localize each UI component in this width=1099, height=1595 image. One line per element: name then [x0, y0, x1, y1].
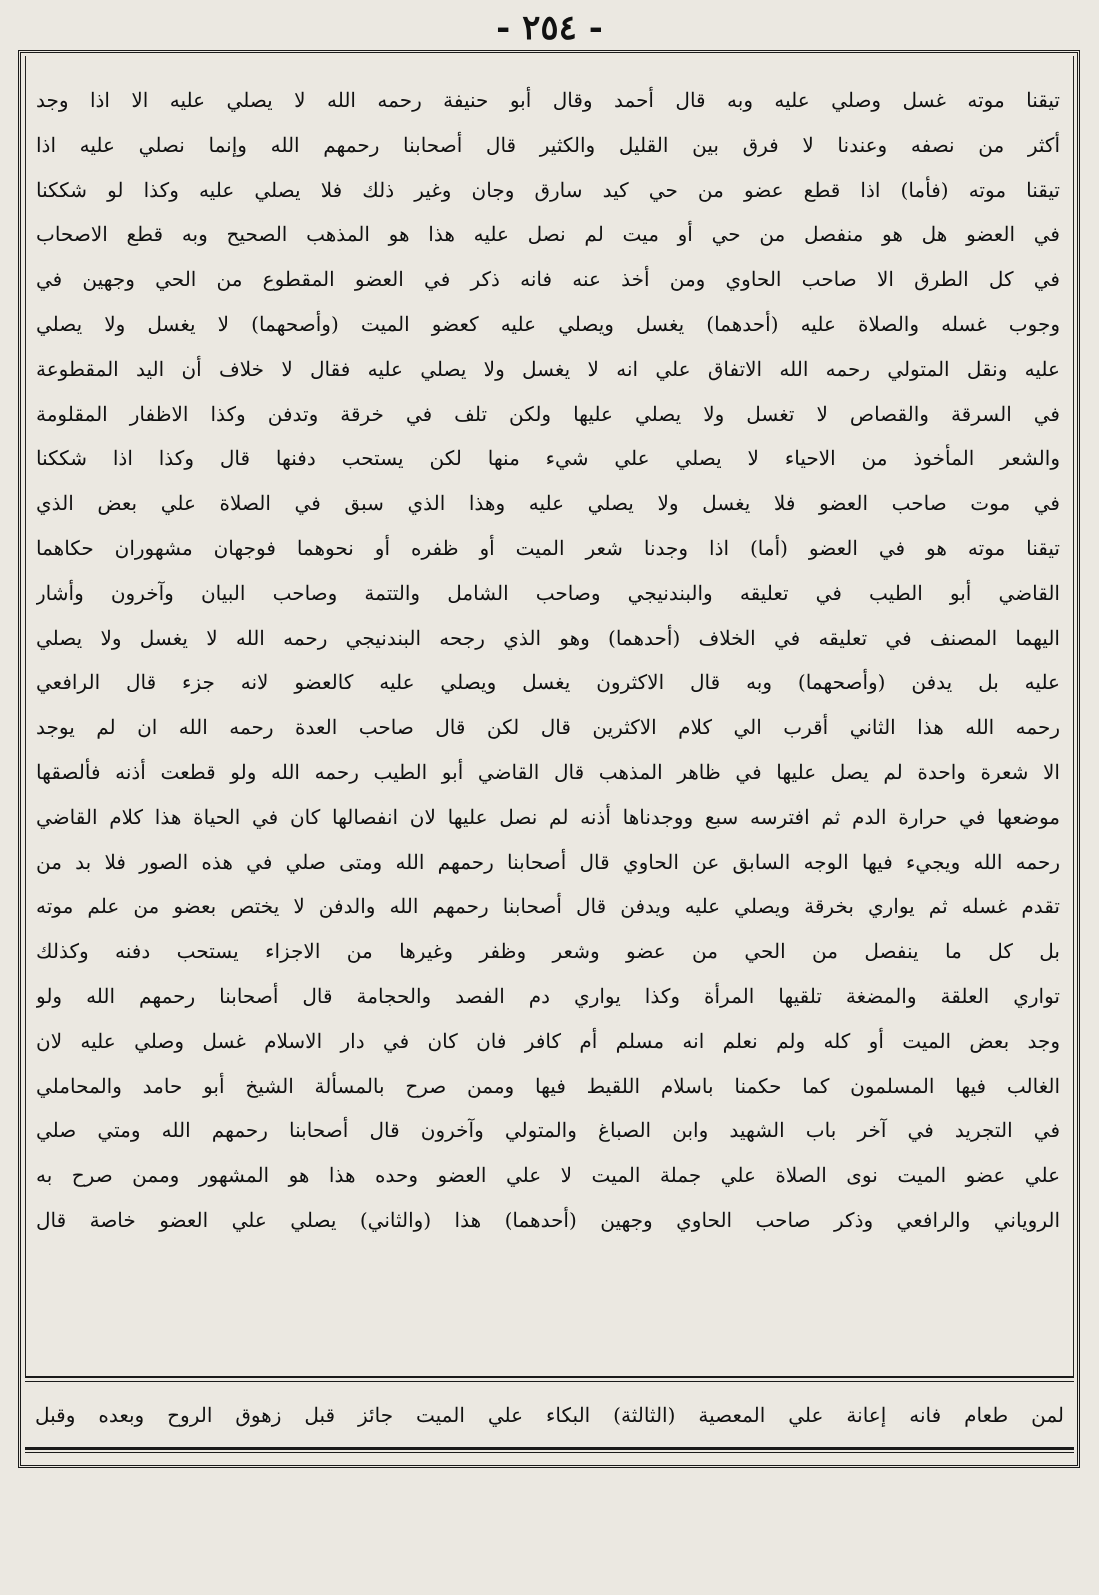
main-text	[36, 78, 1060, 1243]
bottom-rule	[25, 1447, 1074, 1453]
text-line: الروياني والرافعي وذكر صاحب الحاوي وجهين (أحدهما) هذا (والثاني) يصلي علي العضو خاصة قال	[36, 1207, 1060, 1232]
text-line: عليه ونقل المتولي رحمه الله الاتفاق علي انه لا يغسل ولا يصلي عليه فقال لا خلاف أن اليد المقطوعة	[36, 356, 1060, 381]
text-line: في السرقة والقصاص لا تغسل ولا يصلي عليها ولكن تلف في خرقة وتدفن وكذا الاظفار المقلومة	[36, 401, 1060, 426]
text-line: رحمه الله ويجيء فيها الوجه السابق عن الحاوي قال أصحابنا رحمهم الله ومتى صلي في هذه الصور فلا بد من	[36, 849, 1060, 874]
text-line: بل كل ما ينفصل من الحي من عضو وشعر وظفر وغيرها من الاجزاء يستحب دفنه وكذلك	[36, 939, 1060, 964]
text-line: تيقنا موته غسل وصلي عليه وبه قال أحمد وقال أبو حنيفة رحمه الله لا يصلي عليه الا اذا وجد	[36, 88, 1060, 112]
text-line: في موت صاحب العضو فلا يغسل ولا يصلي عليه وهذا الذي سبق في الصلاة علي بعض الذي	[36, 491, 1060, 516]
text-line: علي عضو الميت نوى الصلاة علي جملة الميت لا علي العضو وحده هذا هو المشهور وممن صرح به	[36, 1163, 1060, 1188]
text-line: الا شعرة واحدة لم يصل عليها في ظاهر المذهب قال القاضي أبو الطيب رحمه الله ولو قطعت أذنه فألصقها	[36, 759, 1060, 784]
page-number: - ٢٥٤ -	[496, 8, 603, 48]
text-line: عليه بل يدفن (وأصحهما) وبه قال الاكثرون يغسل ويصلي عليه كالعضو لانه جزء قال الرافعي	[36, 670, 1060, 695]
text-line: رحمه الله هذا الثاني أقرب الي كلام الاكثرين قال لكن قال صاحب العدة رحمه الله ان لم يوجد	[36, 715, 1060, 740]
text-line: أكثر من نصفه وعندنا لا فرق بين القليل والكثير قال أصحابنا رحمهم الله وإنما نصلي عليه اذا	[36, 132, 1060, 157]
text-line: وجد بعض الميت أو كله ولم نعلم انه مسلم أم كافر فان كان في دار الاسلام غسل وصلي عليه لان	[36, 1028, 1060, 1053]
text-line: تيقنا موته (فأما) اذا قطع عضو من حي كيد سارق وجان وغير ذلك فلا يصلي عليه وكذا لو شككنا	[36, 177, 1060, 202]
footnote: لمن طعام فانه إعانة علي المعصية (الثالثة) البكاء علي الميت جائز قبل زهوق الروح وبعده وقبل	[35, 1403, 1064, 1427]
text-line: اليهما المصنف في تعليقه في الخلاف (أحدهما) وهو الذي رجحه البندنيجي رحمه الله لا يغسل ولا يصلي	[36, 625, 1060, 650]
text-line: تقدم غسله ثم يواري بخرقة ويصلي عليه ويدفن قال أصحابنا رحمهم الله والدفن لا يختص بعضو من علم موته	[36, 894, 1060, 919]
text-line: القاضي أبو الطيب في تعليقه والبندنيجي وصاحب الشامل والتتمة وصاحب البيان وآخرون وأشار	[36, 580, 1060, 605]
text-line: في العضو هل هو منفصل من حي أو ميت لم نصل عليه هذا هو المذهب الصحيح وبه قطع الاصحاب	[36, 222, 1060, 247]
text-line: في التجريد في آخر باب الشهيد وابن الصباغ والمتولي وآخرون قال أصحابنا رحمهم الله ومتي صلي	[36, 1118, 1060, 1143]
footnote-separator-thin	[25, 1381, 1074, 1382]
text-line: والشعر المأخوذ من الاحياء لا يصلي علي شيء منها لكن يستحب دفنها قال وكذا اذا شككنا	[36, 446, 1060, 471]
main-text-box	[25, 56, 1074, 1376]
text-line: في كل الطرق الا صاحب الحاوي ومن أخذ عنه فانه ذكر في العضو المقطوع من الحي وجهين في	[36, 267, 1060, 292]
text-line: الغالب فيها المسلمون كما حكمنا باسلام اللقيط فيها وممن صرح بالمسألة الشيخ أبو حامد والمحاملي	[36, 1073, 1060, 1098]
text-line: موضعها في حرارة الدم ثم افترسه سبع ووجدناها أذنه لم نصل عليها لان انفصالها كان في الحياة هذا كلام القاضي	[36, 804, 1060, 829]
text-line: وجوب غسله والصلاة عليه (أحدهما) يغسل ويصلي عليه كعضو الميت (وأصحهما) لا يغسل ولا يصلي	[36, 311, 1060, 336]
text-line: تيقنا موته هو في العضو (أما) اذا وجدنا شعر الميت أو ظفره أو نحوهما فوجهان مشهوران حكاهما	[36, 535, 1060, 560]
text-line: تواري العلقة والمضغة تلقيها المرأة وكذا يواري دم الفصد والحجامة قال أصحابنا رحمهم الله ولو	[36, 983, 1060, 1008]
footnote-separator	[25, 1376, 1074, 1378]
